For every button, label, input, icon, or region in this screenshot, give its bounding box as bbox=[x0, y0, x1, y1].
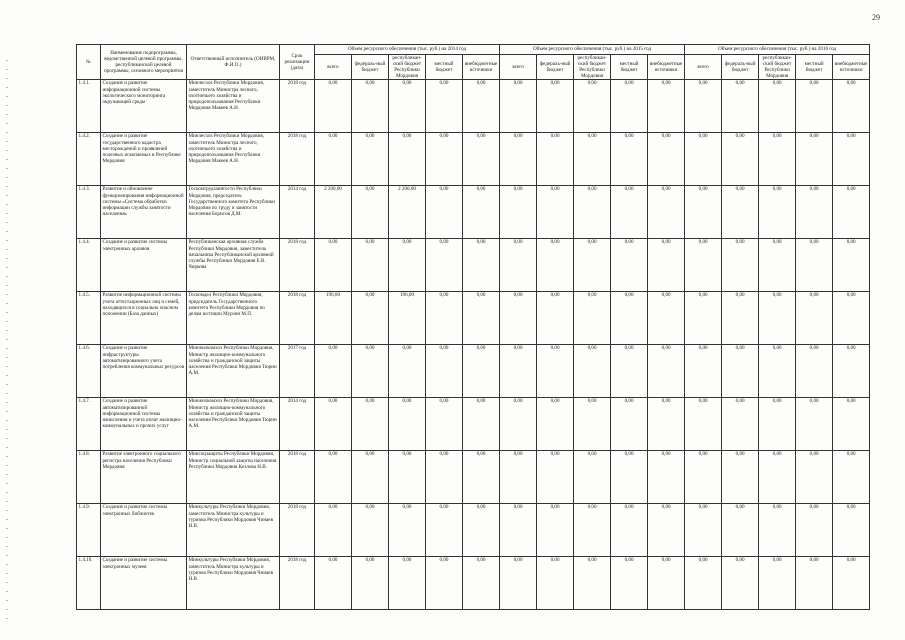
row-value-cell: 0,00 bbox=[759, 80, 796, 133]
row-num: 1.4.3. bbox=[77, 186, 101, 239]
row-value-cell: 0,00 bbox=[685, 80, 722, 133]
row-name: Развитие информационной системы учета аттестационных лиц и семей, находящихся в социально опасном положении (База данных) bbox=[101, 292, 187, 345]
row-value-cell: 0,00 bbox=[611, 345, 648, 398]
row-value-cell: 0,00 bbox=[722, 133, 759, 186]
row-value-cell: 0,00 bbox=[648, 398, 685, 451]
row-value-cell: 0,00 bbox=[611, 398, 648, 451]
row-value-cell: 0,00 bbox=[389, 557, 426, 610]
row-value-cell: 0,00 bbox=[426, 292, 463, 345]
row-value-cell: 0,00 bbox=[389, 133, 426, 186]
row-value-cell: 0,00 bbox=[389, 504, 426, 557]
header-sub-2015-1: всего bbox=[500, 55, 537, 80]
row-value-cell: 0,00 bbox=[759, 398, 796, 451]
row-value-cell: 0,00 bbox=[796, 133, 833, 186]
row-value-cell: 0,00 bbox=[796, 292, 833, 345]
row-value-cell: 0,00 bbox=[574, 186, 611, 239]
row-num: 1.4.5. bbox=[77, 292, 101, 345]
row-value-cell: 0,00 bbox=[315, 451, 352, 504]
header-term: Срок реализации (дата) bbox=[280, 45, 315, 80]
row-value-cell: 0,00 bbox=[796, 186, 833, 239]
row-value-cell: 0,00 bbox=[759, 451, 796, 504]
row-value-cell: 0,00 bbox=[611, 186, 648, 239]
row-value-cell: 0,00 bbox=[537, 451, 574, 504]
row-value-cell: 0,00 bbox=[537, 80, 574, 133]
row-num: 1.4.9. bbox=[77, 504, 101, 557]
header-num: № bbox=[77, 45, 101, 80]
row-value-cell: 0,00 bbox=[722, 451, 759, 504]
row-value-cell: 0,00 bbox=[352, 451, 389, 504]
row-term: 2014 год bbox=[280, 398, 315, 451]
row-value-cell: 0,00 bbox=[426, 398, 463, 451]
row-value-cell: 0,00 bbox=[759, 504, 796, 557]
row-term: 2018 год bbox=[280, 133, 315, 186]
row-value-cell: 0,00 bbox=[389, 451, 426, 504]
row-value-cell: 0,00 bbox=[537, 504, 574, 557]
header-sub-2016-2: федераль-ный бюджет bbox=[722, 55, 759, 80]
row-value-cell: 0,00 bbox=[648, 239, 685, 292]
row-value-cell: 0,00 bbox=[537, 239, 574, 292]
row-responsible: Минжилкомхоз Республики Мордовия, Министр жилищно-коммунального хозяйства и гражданской защиты населения Республики Мордовия Тюрин А.М. bbox=[187, 398, 280, 451]
row-value-cell: 0,00 bbox=[796, 504, 833, 557]
table-row bbox=[77, 557, 870, 610]
row-value-cell: 0,00 bbox=[722, 398, 759, 451]
row-value-cell: 0,00 bbox=[352, 557, 389, 610]
row-value-cell: 0,00 bbox=[537, 398, 574, 451]
row-value-cell: 0,00 bbox=[389, 398, 426, 451]
row-value-cell: 196,00 bbox=[389, 292, 426, 345]
row-value-cell: 0,00 bbox=[389, 345, 426, 398]
row-value-cell: 0,00 bbox=[648, 292, 685, 345]
row-value-cell: 0,00 bbox=[315, 398, 352, 451]
row-value-cell: 2 200,00 bbox=[315, 186, 352, 239]
row-value-cell: 0,00 bbox=[722, 345, 759, 398]
row-value-cell: 0,00 bbox=[500, 345, 537, 398]
row-value-cell: 0,00 bbox=[722, 292, 759, 345]
row-value-cell: 0,00 bbox=[685, 292, 722, 345]
row-value-cell: 0,00 bbox=[796, 80, 833, 133]
row-num: 1.4.1. bbox=[77, 80, 101, 133]
row-value-cell: 0,00 bbox=[648, 345, 685, 398]
row-value-cell: 0,00 bbox=[833, 239, 870, 292]
row-value-cell: 0,00 bbox=[426, 239, 463, 292]
row-value-cell: 0,00 bbox=[500, 80, 537, 133]
row-responsible: Минлесхоз Республики Мордовия, заместитель Министра лесного, охотничьего хозяйства и природопользования Республики Мордовия Макеев А.Н. bbox=[187, 133, 280, 186]
header-name: Наименование подпрограммы, ведомственной целевой программы, республиканской целевой программы, основного мероприятия bbox=[101, 45, 187, 80]
row-value-cell: 0,00 bbox=[685, 398, 722, 451]
row-value-cell: 0,00 bbox=[833, 133, 870, 186]
table-row bbox=[77, 504, 870, 557]
row-value-cell: 0,00 bbox=[463, 186, 500, 239]
row-value-cell: 0,00 bbox=[426, 557, 463, 610]
header-sub-2014-1: всего bbox=[315, 55, 352, 80]
row-value-cell: 0,00 bbox=[833, 504, 870, 557]
row-term: 2018 год bbox=[280, 80, 315, 133]
row-responsible: Минкультуры Республики Мордовия, заместитель Министра культуры и туризма Республики Мордовия Чинаев Н.В. bbox=[187, 557, 280, 610]
row-term: 2018 год bbox=[280, 557, 315, 610]
row-value-cell: 0,00 bbox=[759, 133, 796, 186]
row-name: Создание и развитие системы электронных архивов bbox=[101, 239, 187, 292]
row-name: Создание и развитие автоматизированной информационной системы начисления и учета оплат жилищно-коммунальных и прочих услуг bbox=[101, 398, 187, 451]
row-value-cell: 0,00 bbox=[648, 186, 685, 239]
row-value-cell: 0,00 bbox=[352, 133, 389, 186]
row-num: 1.4.6. bbox=[77, 345, 101, 398]
header-sub-2014-3: республикан-ский бюджет Республики Мордовия bbox=[389, 55, 426, 80]
row-value-cell: 0,00 bbox=[352, 80, 389, 133]
header-group-2015: Объем ресурсного обеспечения (тыс. руб.) на 2015 год bbox=[500, 45, 685, 55]
header-sub-2015-2: федераль-ный бюджет bbox=[537, 55, 574, 80]
row-value-cell: 0,00 bbox=[648, 557, 685, 610]
row-value-cell: 0,00 bbox=[574, 239, 611, 292]
row-name: Развитие и обновление функционирования информационной системы «Система обработки информации службы занятости населения» bbox=[101, 186, 187, 239]
row-term: 2017 год bbox=[280, 345, 315, 398]
row-value-cell: 0,00 bbox=[426, 345, 463, 398]
row-value-cell: 0,00 bbox=[315, 504, 352, 557]
row-value-cell: 0,00 bbox=[463, 239, 500, 292]
header-group-2016: Объем ресурсного обеспечения (тыс. руб.) на 2016 год bbox=[685, 45, 870, 55]
row-term: 2018 год bbox=[280, 451, 315, 504]
row-term: 2014 год bbox=[280, 186, 315, 239]
row-value-cell: 0,00 bbox=[537, 345, 574, 398]
row-value-cell: 0,00 bbox=[574, 451, 611, 504]
row-value-cell: 0,00 bbox=[389, 239, 426, 292]
row-value-cell: 0,00 bbox=[796, 451, 833, 504]
row-num: 1.4.8. bbox=[77, 451, 101, 504]
row-value-cell: 0,00 bbox=[648, 80, 685, 133]
row-value-cell: 0,00 bbox=[611, 451, 648, 504]
row-value-cell: 0,00 bbox=[463, 345, 500, 398]
row-name: Создание и развитие системы электронных музеев bbox=[101, 557, 187, 610]
table-row bbox=[77, 451, 870, 504]
page-number: 29 bbox=[872, 13, 880, 22]
row-num: 1.4.4. bbox=[77, 239, 101, 292]
row-value-cell: 0,00 bbox=[796, 239, 833, 292]
row-value-cell: 0,00 bbox=[685, 186, 722, 239]
row-value-cell: 2 200,00 bbox=[389, 186, 426, 239]
row-term: 2018 год bbox=[280, 239, 315, 292]
row-value-cell: 0,00 bbox=[722, 80, 759, 133]
row-value-cell: 0,00 bbox=[759, 239, 796, 292]
table-row bbox=[77, 186, 870, 239]
row-value-cell: 0,00 bbox=[315, 80, 352, 133]
row-value-cell: 0,00 bbox=[463, 451, 500, 504]
table-row bbox=[77, 345, 870, 398]
row-value-cell: 0,00 bbox=[352, 504, 389, 557]
row-value-cell: 0,00 bbox=[648, 504, 685, 557]
table-row bbox=[77, 80, 870, 133]
row-value-cell: 0,00 bbox=[500, 557, 537, 610]
row-value-cell: 0,00 bbox=[315, 239, 352, 292]
row-value-cell: 0,00 bbox=[426, 80, 463, 133]
header-sub-2014-4: местный бюджет bbox=[426, 55, 463, 80]
row-value-cell: 0,00 bbox=[796, 557, 833, 610]
row-value-cell: 0,00 bbox=[389, 80, 426, 133]
row-value-cell: 0,00 bbox=[759, 345, 796, 398]
row-name: Создание и развитие инфраструктуры автоматизированного учета потребления коммунальных ресурсов bbox=[101, 345, 187, 398]
row-value-cell: 0,00 bbox=[759, 292, 796, 345]
budget-table bbox=[76, 44, 870, 610]
row-responsible: Минкультуры Республики Мордовия, заместитель Министра культуры и туризма Республики Мордовия Чинаев Н.В. bbox=[187, 504, 280, 557]
table-row bbox=[77, 398, 870, 451]
row-value-cell: 0,00 bbox=[685, 133, 722, 186]
row-value-cell: 0,00 bbox=[537, 186, 574, 239]
row-value-cell: 0,00 bbox=[574, 398, 611, 451]
row-value-cell: 0,00 bbox=[722, 504, 759, 557]
row-value-cell: 0,00 bbox=[500, 504, 537, 557]
row-value-cell: 0,00 bbox=[426, 504, 463, 557]
row-value-cell: 0,00 bbox=[574, 345, 611, 398]
row-responsible: Госкомдел Республики Мордовия, председатель Государственного комитета Республики Мордовия по делам юстиции Мурзин М.П. bbox=[187, 292, 280, 345]
row-value-cell: 0,00 bbox=[500, 451, 537, 504]
row-value-cell: 0,00 bbox=[759, 186, 796, 239]
row-value-cell: 0,00 bbox=[315, 133, 352, 186]
row-value-cell: 0,00 bbox=[648, 451, 685, 504]
row-term: 2018 год bbox=[280, 504, 315, 557]
row-value-cell: 0,00 bbox=[463, 80, 500, 133]
row-value-cell: 0,00 bbox=[426, 451, 463, 504]
header-sub-2014-5: внебюджетные источники bbox=[463, 55, 500, 80]
row-value-cell: 0,00 bbox=[685, 451, 722, 504]
row-num: 1.4.2. bbox=[77, 133, 101, 186]
row-value-cell: 0,00 bbox=[352, 239, 389, 292]
row-value-cell: 0,00 bbox=[463, 133, 500, 186]
row-value-cell: 0,00 bbox=[500, 239, 537, 292]
row-value-cell: 0,00 bbox=[315, 345, 352, 398]
row-value-cell: 0,00 bbox=[611, 80, 648, 133]
row-value-cell: 0,00 bbox=[537, 292, 574, 345]
row-value-cell: 0,00 bbox=[759, 557, 796, 610]
row-value-cell: 0,00 bbox=[833, 292, 870, 345]
row-value-cell: 0,00 bbox=[352, 186, 389, 239]
row-value-cell: 0,00 bbox=[685, 345, 722, 398]
row-name: Создание и развитие государственного кадастра месторождений и проявлений полезных ископаемых в Республике Мордовия bbox=[101, 133, 187, 186]
row-value-cell: 0,00 bbox=[500, 292, 537, 345]
row-value-cell: 0,00 bbox=[722, 186, 759, 239]
row-responsible: Минсоцзащиты Республики Мордовия, Министр социальной защиты населения Республики Мордовия Козлова Н.В. bbox=[187, 451, 280, 504]
row-value-cell: 0,00 bbox=[574, 292, 611, 345]
row-value-cell: 0,00 bbox=[315, 557, 352, 610]
row-value-cell: 0,00 bbox=[611, 133, 648, 186]
header-sub-2015-4: местный бюджет bbox=[611, 55, 648, 80]
row-name: Создание и развитие системы электронных библиотек bbox=[101, 504, 187, 557]
header-responsible: Ответственный исполнитель (ОИВРМ, Ф.И.О.) bbox=[187, 45, 280, 80]
row-value-cell: 0,00 bbox=[833, 186, 870, 239]
row-value-cell: 0,00 bbox=[463, 557, 500, 610]
row-value-cell: 0,00 bbox=[611, 557, 648, 610]
row-value-cell: 0,00 bbox=[500, 186, 537, 239]
row-value-cell: 0,00 bbox=[463, 504, 500, 557]
row-responsible: Минлесхоз Республики Мордовия, заместитель Министра лесного, охотничьего хозяйства и природопользования Республики Мордовия Макеев А.Н. bbox=[187, 80, 280, 133]
row-value-cell: 0,00 bbox=[463, 398, 500, 451]
row-term: 2018 год bbox=[280, 292, 315, 345]
row-num: 1.4.10. bbox=[77, 557, 101, 610]
row-value-cell: 0,00 bbox=[574, 504, 611, 557]
row-value-cell: 0,00 bbox=[574, 80, 611, 133]
table-row bbox=[77, 239, 870, 292]
header-sub-2014-2: федераль-ный бюджет bbox=[352, 55, 389, 80]
header-sub-2016-1: всего bbox=[685, 55, 722, 80]
header-sub-2016-5: внебюджетные источники bbox=[833, 55, 870, 80]
row-value-cell: 0,00 bbox=[833, 345, 870, 398]
row-num: 1.4.7. bbox=[77, 398, 101, 451]
row-value-cell: 0,00 bbox=[500, 133, 537, 186]
row-value-cell: 0,00 bbox=[352, 345, 389, 398]
row-value-cell: 0,00 bbox=[685, 557, 722, 610]
header-sub-2015-5: внебюджетные источники bbox=[648, 55, 685, 80]
scan-margin-marks bbox=[6, 60, 8, 620]
header-sub-2015-3: республикан-ский бюджет Республики Мордовия bbox=[574, 55, 611, 80]
row-value-cell: 0,00 bbox=[463, 292, 500, 345]
row-value-cell: 0,00 bbox=[796, 345, 833, 398]
row-value-cell: 0,00 bbox=[685, 239, 722, 292]
header-sub-2016-4: местный бюджет bbox=[796, 55, 833, 80]
row-value-cell: 0,00 bbox=[833, 80, 870, 133]
row-value-cell: 0,00 bbox=[574, 133, 611, 186]
row-value-cell: 0,00 bbox=[537, 557, 574, 610]
row-value-cell: 0,00 bbox=[722, 557, 759, 610]
header-group-2014: Объем ресурсного обеспечения (тыс. руб.) на 2014 год bbox=[315, 45, 500, 55]
row-value-cell: 0,00 bbox=[833, 451, 870, 504]
row-value-cell: 0,00 bbox=[500, 398, 537, 451]
table-row bbox=[77, 292, 870, 345]
row-value-cell: 0,00 bbox=[426, 186, 463, 239]
row-value-cell: 0,00 bbox=[611, 239, 648, 292]
row-value-cell: 0,00 bbox=[352, 292, 389, 345]
row-value-cell: 0,00 bbox=[537, 133, 574, 186]
row-name: Создание и развитие информационной системы экологического мониторинга окружающей среды bbox=[101, 80, 187, 133]
row-value-cell: 0,00 bbox=[833, 398, 870, 451]
row-responsible: Минжилкомхоз Республики Мордовия, Министр жилищно-коммунального хозяйства и гражданской защиты населения Республики Мордовия Тюрин А.М. bbox=[187, 345, 280, 398]
row-responsible: Госкомтрудзанятости Республики Мордовия, председатель Государственного комитета Республики Мордовия по труду и занятости населения Борисов Д.М. bbox=[187, 186, 280, 239]
row-value-cell: 0,00 bbox=[352, 398, 389, 451]
row-value-cell: 0,00 bbox=[611, 292, 648, 345]
row-value-cell: 0,00 bbox=[648, 133, 685, 186]
row-value-cell: 0,00 bbox=[796, 398, 833, 451]
row-value-cell: 0,00 bbox=[574, 557, 611, 610]
row-value-cell: 0,00 bbox=[611, 504, 648, 557]
row-name: Развитие электронного социального регистра населения Республики Мордовия bbox=[101, 451, 187, 504]
row-value-cell: 0,00 bbox=[685, 504, 722, 557]
row-value-cell: 0,00 bbox=[722, 239, 759, 292]
row-value-cell: 196,00 bbox=[315, 292, 352, 345]
row-responsible: Республиканская архивная служба Республики Мордовия, заместитель начальника Республиканской архивной службы Республики Мордовия Е.В. Чиркова bbox=[187, 239, 280, 292]
row-value-cell: 0,00 bbox=[426, 133, 463, 186]
header-sub-2016-3: республикан-ский бюджет Республики Мордовия bbox=[759, 55, 796, 80]
row-value-cell: 0,00 bbox=[833, 557, 870, 610]
table-row bbox=[77, 133, 870, 186]
